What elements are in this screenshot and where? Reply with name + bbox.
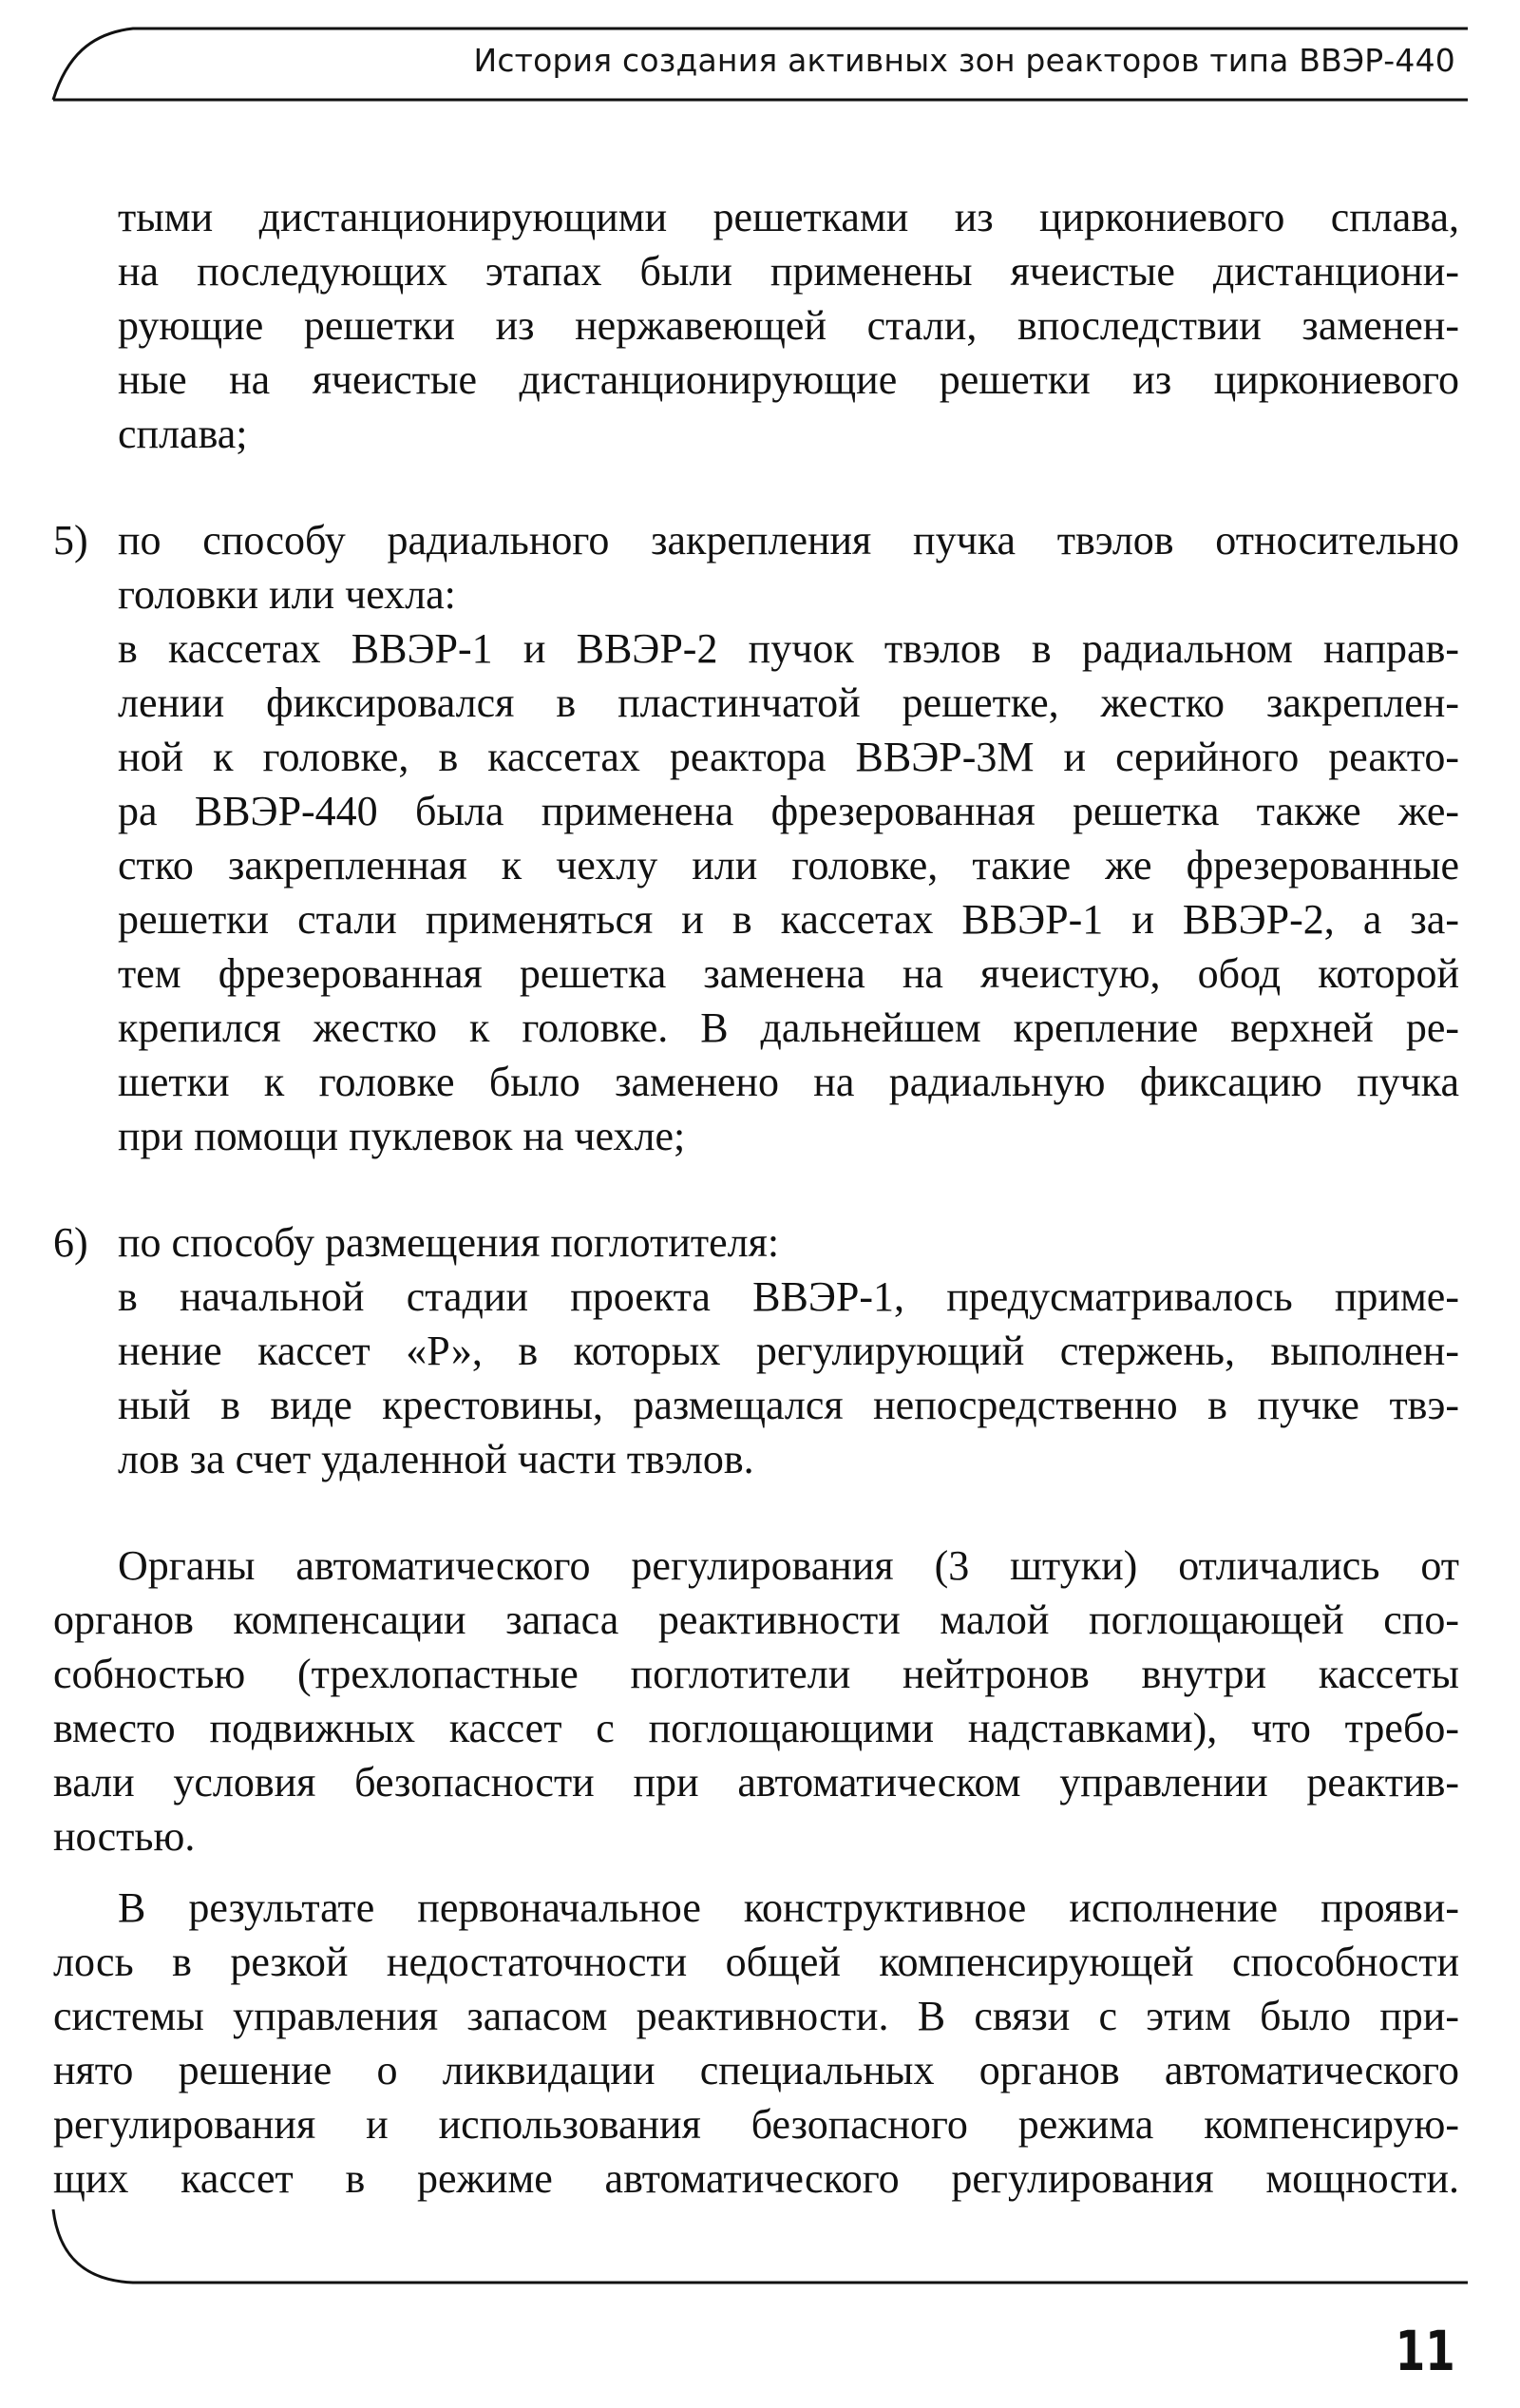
text-line: на последующих этапах были применены ячеистые дистанциони- <box>118 248 1459 295</box>
text-line: ные на ячеистые дистанционирующие решетки из циркониевого <box>118 356 1459 403</box>
spacer <box>53 1863 1459 1881</box>
text-line: лении фиксировался в пластинчатой решетке, жестко закреплен- <box>118 679 1459 726</box>
text-line: собностью (трехлопастные поглотители нейтронов внутри кассеты <box>53 1651 1459 1697</box>
text-line: вали условия безопасности при автоматическом управлении реактив- <box>53 1759 1459 1806</box>
list-item-5 <box>53 513 1459 1163</box>
text-line: щих кассет в режиме автоматического регулирования мощности. <box>53 2155 1459 2202</box>
list-item-number: 5) <box>53 517 88 564</box>
text-line: решетки стали применяться и в кассетах ВВЭР-1 и ВВЭР-2, а за- <box>118 896 1459 943</box>
text-line: по способу размещения поглотителя: <box>118 1219 780 1266</box>
text-line: в кассетах ВВЭР-1 и ВВЭР-2 пучок твэлов в радиальном направ- <box>118 625 1459 672</box>
text-line: шетки к головке было заменено на радиальную фиксацию пучка <box>118 1059 1459 1105</box>
text-line: сплава; <box>118 411 248 457</box>
text-line: лось в резкой недостаточности общей компенсирующей способности <box>53 1939 1459 1985</box>
footer-rule <box>53 2209 1468 2283</box>
text-line: головки или чехла: <box>118 571 456 618</box>
spacer <box>53 1163 1459 1215</box>
text-line: ностью. <box>53 1813 196 1860</box>
text-line: нято решение о ликвидации специальных органов автоматического <box>53 2047 1459 2093</box>
text-line: рующие решетки из нержавеющей стали, впоследствии заменен- <box>118 302 1459 349</box>
text-line: тыми дистанционирующими решетками из циркониевого сплава, <box>118 194 1459 240</box>
continuation-block <box>53 190 1459 461</box>
paragraph-2 <box>53 1881 1459 2206</box>
paragraph-1 <box>53 1538 1459 1863</box>
running-head: История создания активных зон реакторов типа ВВЭР-440 <box>473 42 1455 79</box>
text-line: при помощи пуклевок на чехле; <box>118 1113 686 1159</box>
text-line: стко закрепленная к чехлу или головке, такие же фрезерованные <box>118 842 1459 889</box>
text-line: крепился жестко к головке. В дальнейшем крепление верхней ре- <box>118 1004 1459 1051</box>
text-line: по способу радиального закрепления пучка твэлов относительно <box>118 517 1459 564</box>
spacer <box>53 461 1459 513</box>
text-line: ный в виде крестовины, размещался непосредственно в пучке твэ- <box>118 1382 1459 1428</box>
spacer <box>53 1486 1459 1538</box>
list-item-6 <box>53 1215 1459 1486</box>
list-item-number: 6) <box>53 1219 88 1266</box>
text-line: тем фрезерованная решетка заменена на ячеистую, обод которой <box>118 950 1459 997</box>
text-line: Органы автоматического регулирования (3 штуки) отличались от <box>118 1542 1459 1589</box>
page-number: 11 <box>1396 2319 1455 2383</box>
page-body <box>53 190 1459 2206</box>
text-line: В результате первоначальное конструктивное исполнение прояви- <box>118 1884 1459 1931</box>
text-line: нение кассет «Р», в которых регулирующий стержень, выполнен- <box>118 1328 1459 1374</box>
text-line: лов за счет удаленной части твэлов. <box>118 1436 754 1482</box>
text-line: органов компенсации запаса реактивности малой поглощающей спо- <box>53 1596 1459 1643</box>
text-line: вместо подвижных кассет с поглощающими надставками), что требо- <box>53 1705 1459 1751</box>
text-line: системы управления запасом реактивности. В связи с этим было при- <box>53 1993 1459 2039</box>
text-line: ра ВВЭР-440 была применена фрезерованная решетка также же- <box>118 788 1459 834</box>
text-line: в начальной стадии проекта ВВЭР-1, предусматривалось приме- <box>118 1273 1459 1320</box>
text-line: ной к головке, в кассетах реактора ВВЭР-3М и серийного реакто- <box>118 734 1459 780</box>
text-line: регулирования и использования безопасного режима компенсирую- <box>53 2101 1459 2148</box>
